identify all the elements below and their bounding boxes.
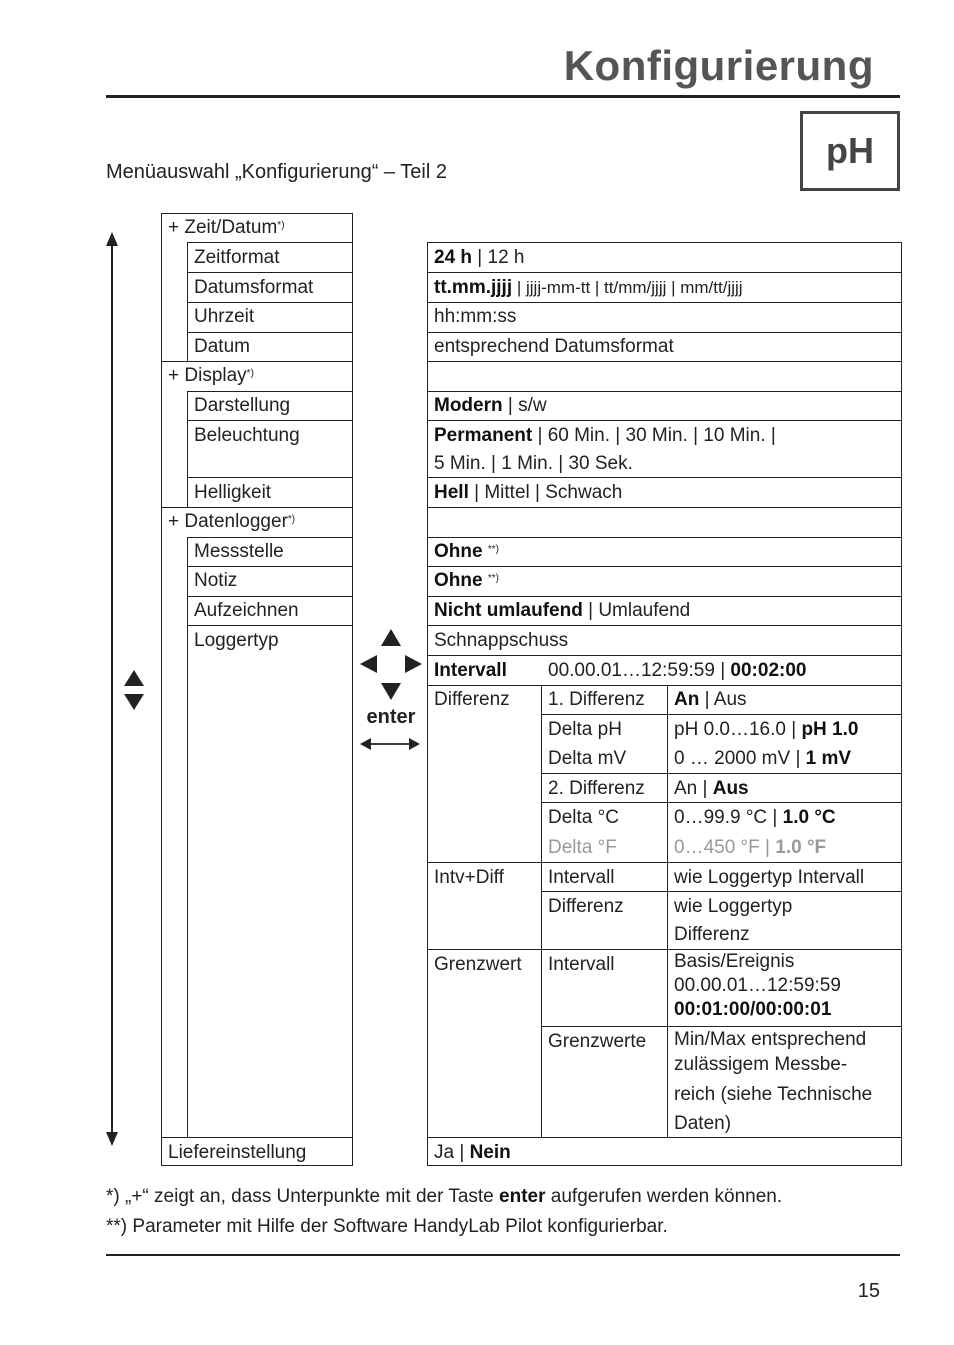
- value-grenzwerte-val4: Daten): [674, 1113, 732, 1134]
- value-delta-mv-range: 0 … 2000 mV | 1 mV: [674, 748, 852, 769]
- menu-item-display[interactable]: + Display*): [168, 365, 254, 386]
- menu-item-loggertyp[interactable]: Loggertyp: [194, 630, 279, 651]
- value-grenzwerte-val3: reich (siehe Technische: [674, 1084, 873, 1105]
- value-intv-diff-differenz-val2: Differenz: [674, 924, 750, 945]
- footnote-1: *) „+“ zeigt an, dass Unterpunkte mit der Taste enter aufgerufen werden können.: [106, 1186, 783, 1207]
- menu-item-notiz[interactable]: Notiz: [194, 570, 238, 591]
- value-zeitformat: 24 h | 12 h: [434, 247, 525, 268]
- up-down-keys-icon: [122, 668, 146, 714]
- menu-item-zeit-datum[interactable]: + Zeit/Datum*): [168, 217, 285, 238]
- value-delta-f-range: 0…450 °F | 1.0 °F: [674, 837, 827, 858]
- ph-badge: [800, 111, 900, 191]
- value-intv-diff-intervall-val: wie Loggertyp Intervall: [674, 867, 865, 888]
- value-diff2: 2. Differenz: [548, 778, 645, 799]
- value-differenz: Differenz: [434, 689, 510, 710]
- menu-item-zeitformat[interactable]: Zeitformat: [194, 247, 280, 268]
- section-subtitle: Menüauswahl „Konfigurierung“ – Teil 2: [106, 161, 447, 183]
- value-intv-diff-differenz-val1: wie Loggertyp: [674, 896, 793, 917]
- menu-item-messstelle[interactable]: Messstelle: [194, 541, 284, 562]
- value-datum: entsprechend Datumsformat: [434, 336, 674, 357]
- value-grenz-intervall-val1: Basis/Ereignis: [674, 951, 795, 972]
- value-delta-ph: Delta pH: [548, 719, 622, 740]
- footnote-2: **) Parameter mit Hilfe der Software HandyLab Pilot konfigurierbar.: [106, 1216, 668, 1237]
- value-uhrzeit: hh:mm:ss: [434, 306, 517, 327]
- page-number: 15: [857, 1280, 880, 1302]
- value-delta-c: Delta °C: [548, 807, 619, 828]
- value-delta-f: Delta °F: [548, 837, 617, 858]
- menu-item-datum[interactable]: Datum: [194, 336, 250, 357]
- value-intv-diff-differenz: Differenz: [548, 896, 624, 917]
- left-right-arrow-icon: [358, 736, 422, 752]
- value-liefereinstellung: Ja | Nein: [434, 1142, 511, 1163]
- menu-item-liefereinstellung[interactable]: Liefereinstellung: [168, 1142, 307, 1163]
- value-grenz-intervall-val2: 00.00.01…12:59:59: [674, 975, 841, 996]
- menu-item-datumsformat[interactable]: Datumsformat: [194, 277, 314, 298]
- value-diff1: 1. Differenz: [548, 689, 645, 710]
- value-notiz: Ohne **): [434, 570, 499, 591]
- value-delta-ph-range: pH 0.0…16.0 | pH 1.0: [674, 719, 859, 740]
- value-delta-c-range: 0…99.9 °C | 1.0 °C: [674, 807, 836, 828]
- enter-key-label: enter: [366, 706, 416, 728]
- value-schnappschuss: Schnappschuss: [434, 630, 569, 651]
- value-grenz-intervall: Intervall: [548, 954, 615, 975]
- value-intv-diff-intervall: Intervall: [548, 867, 615, 888]
- menu-item-beleuchtung[interactable]: Beleuchtung: [194, 425, 300, 446]
- value-beleuchtung: Permanent | 60 Min. | 30 Min. | 10 Min. |: [434, 425, 776, 446]
- page-title: Konfigurierung: [563, 42, 874, 89]
- value-diff2-options: An | Aus: [674, 778, 749, 799]
- value-grenzwert: Grenzwert: [434, 954, 522, 975]
- direction-keys-icon: [356, 626, 426, 704]
- value-grenzwerte: Grenzwerte: [548, 1031, 647, 1052]
- value-delta-mv: Delta mV: [548, 748, 627, 769]
- scroll-range-arrow-icon: [100, 228, 124, 1150]
- menu-item-datenlogger[interactable]: + Datenlogger*): [168, 511, 296, 532]
- footer-rule: [106, 1254, 900, 1256]
- value-grenz-intervall-val3: 00:01:00/00:00:01: [674, 999, 832, 1020]
- value-intervall-label: Intervall: [434, 660, 507, 681]
- menu-item-helligkeit[interactable]: Helligkeit: [194, 482, 272, 503]
- value-intervall-range: 00.00.01…12:59:59 | 00:02:00: [548, 660, 807, 681]
- menu-item-darstellung[interactable]: Darstellung: [194, 395, 291, 416]
- ph-badge-label: pH: [826, 130, 874, 171]
- value-messstelle: Ohne **): [434, 541, 499, 562]
- value-grenzwerte-val1: Min/Max entsprechend: [674, 1029, 867, 1050]
- menu-item-aufzeichnen[interactable]: Aufzeichnen: [194, 600, 299, 621]
- value-datumsformat: tt.mm.jjjj | jjjj-mm-tt | tt/mm/jjjj | mm/tt/jjjj: [434, 277, 743, 298]
- value-grenzwerte-val2: zulässigem Messbe-: [674, 1054, 848, 1075]
- value-helligkeit: Hell | Mittel | Schwach: [434, 482, 623, 503]
- header-rule: [106, 95, 900, 98]
- value-beleuchtung-line2: 5 Min. | 1 Min. | 30 Sek.: [434, 453, 633, 474]
- value-darstellung: Modern | s/w: [434, 395, 547, 416]
- value-aufzeichnen: Nicht umlaufend | Umlaufend: [434, 600, 691, 621]
- value-intv-diff: Intv+Diff: [434, 867, 504, 888]
- value-diff1-options: An | Aus: [674, 689, 747, 710]
- menu-item-uhrzeit[interactable]: Uhrzeit: [194, 306, 255, 327]
